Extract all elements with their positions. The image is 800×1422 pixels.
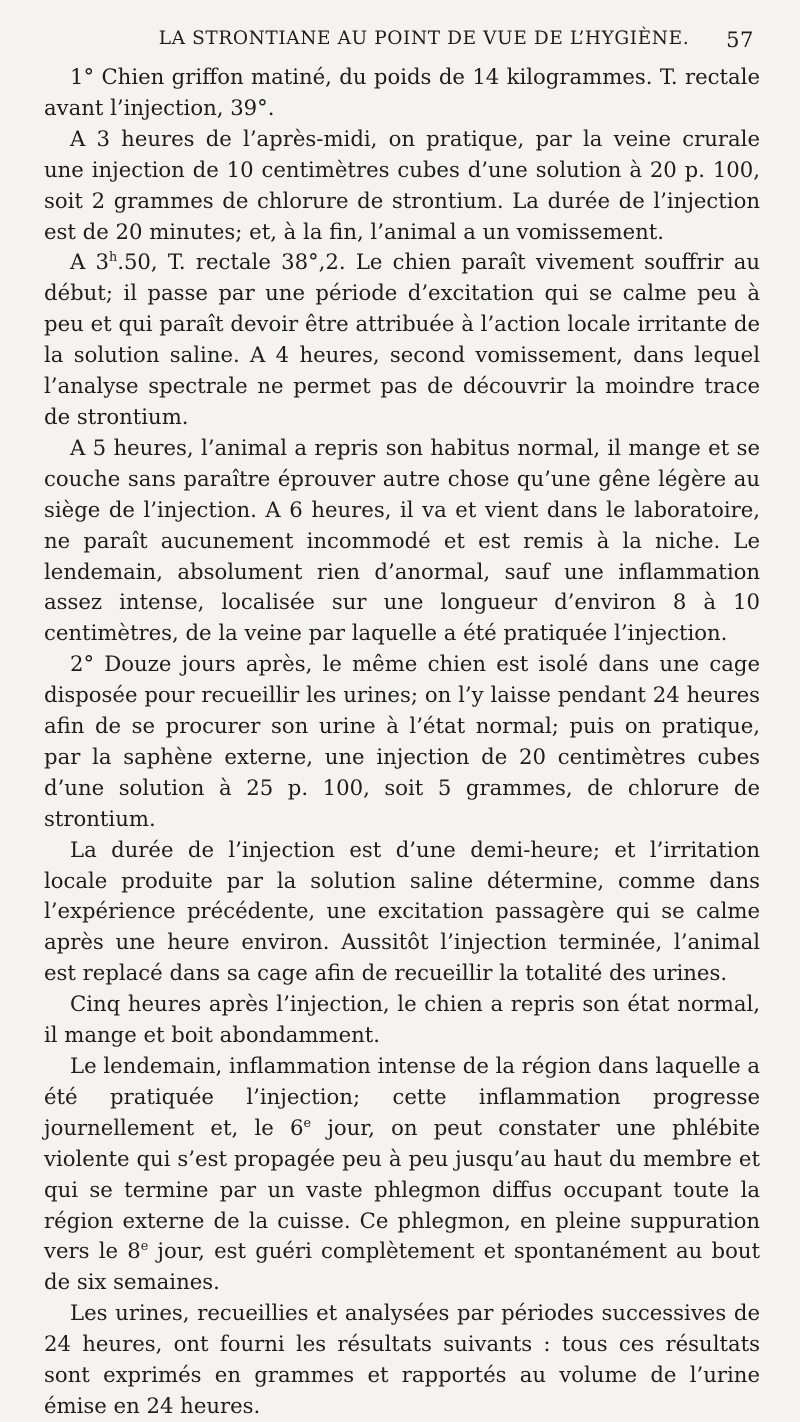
paragraph-injection-duration: La durée de l’injection est d’une demi-heure; et l’irritation locale produite par la solution saline détermine, comme dans l’expérience précédente, une excitation passagère qui se calme après une heure environ. Aussitôt l’injection terminée, l’animal est replacé dans sa cage afin de recueillir la totalité des urines.: [44, 836, 760, 986]
paragraph-experiment-2-setup: 2° Douze jours après, le même chien est isolé dans une cage disposée pour recueillir les urines; on l’y laisse pendant 24 heures afin de se procurer son urine à l’état normal; puis on pratique, par la saphène externe, une injection de 20 centimètres cubes d’une solution à 25 p. 100, soit 5 grammes, de chlorure de strontium.: [44, 651, 760, 831]
paragraph-first-injection: A 3 heures de l’après-midi, on pratique, par la veine crurale une injection de 10 centimètres cubes d’une solution à 20 p. 100, soit 2 grammes de chlorure de strontium. La durée de l’injection est de 20 minutes; et, à la fin, l’animal a un vomissement.: [44, 125, 760, 244]
paragraph-phlebitis: Le lendemain, inflammation intense de la région dans laquelle a été pratiquée l’injection; cette inflammation progresse journellement et, le 6e jour, on peut constater une phlébite violente qui s’est propagée peu à peu jusqu’au haut du membre et qui se termine par un vaste phlegmon diffus occupant toute la région externe de la cuisse. Ce phlegmon, en pleine suppuration vers le 8e jour, est guéri complètement et spontanément au bout de six semaines.: [44, 1053, 760, 1295]
paragraph-experiment-1-subject: 1° Chien griffon matiné, du poids de 14 kilogrammes. T. rectale avant l’injection, 39°.: [44, 64, 760, 120]
paragraph-five-hours-after: Cinq heures après l’injection, le chien a repris son état normal, il mange et boit abondamment.: [44, 991, 760, 1048]
running-title: LA STRONTIANE AU POINT DE VUE DE L’HYGIÈNE.: [158, 28, 690, 49]
running-header: [44, 28, 760, 62]
body-text: [44, 62, 760, 1422]
paragraph-recovery: A 5 heures, l’animal a repris son habitus normal, il mange et se couche sans paraître éprouver autre chose qu’une gêne légère au siège de l’injection. A 6 heures, il va et vient dans le laboratoire, ne paraît aucunement incommodé et est remis à la niche. Le lendemain, absolument rien d’anormal, sauf une inflammation assez intense, localisée sur une longueur d’environ 8 à 10 centimètres, de la veine par laquelle a été pratiquée l’injection.: [44, 434, 760, 646]
page-number: 57: [726, 28, 754, 52]
paragraph-urine-results-intro: Les urines, recueillies et analysées par périodes successives de 24 heures, ont fourni les résultats suivants : tous ces résultats sont exprimés en grammes et rapportés au volume de l’urine émise en 24 heures.: [44, 1300, 760, 1418]
paragraph-post-injection-excitation: A 3$^h$.50, T. rectale 38°,2. Le chien paraît vivement souffrir au début; il passe par une période d’excitation qui se calme peu à peu et qui paraît devoir être attribuée à l’action locale irritante de la solution saline. A 4 heures, second vomissement, dans lequel l’analyse spectrale ne permet pas de découvrir la moindre trace de strontium.: [44, 249, 760, 429]
